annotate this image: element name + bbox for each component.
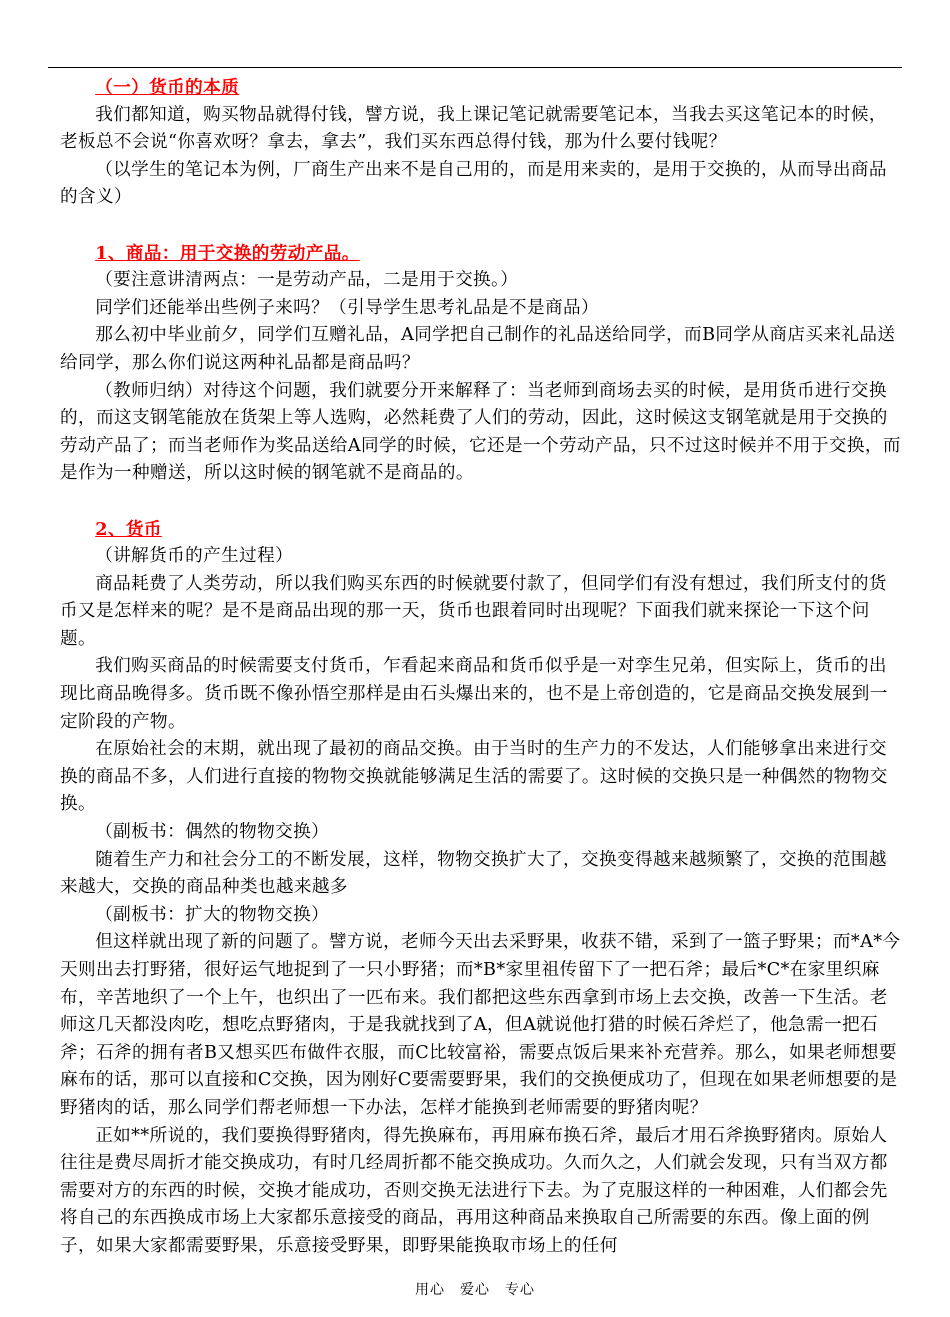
paragraph: 在原始社会的末期，就出现了最初的商品交换。由于当时的生产力的不发达，人们能够拿出来进行交换的商品不多，人们进行直接的物物交换就能够满足生活的需要了。这时候的交换只是一种偶然的物物交换。 [60,739,888,815]
paragraph: 但这样就出现了新的问题了。譬方说，老师今天出去采野果，收获不错，采到了一篮子野果；而*A*今天则出去打野猪，很好运气地捉到了一只小野猪；而*B*家里祖传留下了一把石斧；最后*C*在家里织麻布，辛苦地织了一个上午，也织出了一匹布来。我们都把这些东西拿到市场上去交换，改善一下生活。老师这几天都没肉吃，想吃点野猪肉，于是我就找到了A，但A就说他打猎的时候石斧烂了，他急需一把石斧；石斧的拥有者B又想买匹布做件衣服，而C比较富裕，需要点饭后果来补充营养。那么，如果老师想要麻布的话，那可以直接和C交换，因为刚好C要需要野果，我们的交换便成功了，但现在如果老师想要的是野猪肉的话，那么同学们帮老师想一下办法，怎样才能换到老师需要的野猪肉呢？ [60,932,901,1118]
paragraph: 随着生产力和社会分工的不断发展，这样，物物交换扩大了，交换变得越来越频繁了，交换的范围越来越大，交换的商品种类也越来越多 [60,849,887,898]
spacer [60,488,902,516]
section-heading-money-essence: （一）货币的本质 [95,77,240,98]
page-footer: 用心 爱心 专心 [415,1282,535,1298]
spacer [60,212,902,240]
header-rule [48,67,902,68]
paragraph: （讲解货币的产生过程） [95,546,294,567]
paragraph: 我们都知道，购买物品就得付钱，譬方说，我上课记笔记就需要笔记本，当我去买这笔记本的时候，老板总不会说“你喜欢呀？拿去，拿去”，我们买东西总得付钱，那为什么要付钱呢？ [60,104,887,153]
paragraph: 商品耗费了人类劳动，所以我们购买东西的时候就要付款了，但同学们有没有想过，我们所支付的货币又是怎样来的呢？是不是商品出现的那一天，货币也跟着同时出现呢？下面我们就来探论一下这个问题。 [60,573,887,649]
paragraph: 那么初中毕业前夕，同学们互赠礼品，A同学把自己制作的礼品送给同学，而B同学从商店买来礼品送给同学，那么你们说这两种礼品都是商品吗？ [60,325,896,373]
paragraph: （要注意讲清两点：一是劳动产品，二是用于交换。） [95,270,519,291]
paragraph: （副板书：扩大的物物交换） [95,904,330,925]
paragraph: 我们购买商品的时候需要支付货币，乍看起来商品和货币似乎是一对孪生兄弟，但实际上，货币的出现比商品晚得多。货币既不像孙悟空那样是由石头爆出来的，也不是上帝创造的，它是商品交换发展到一定阶段的产物。 [60,656,888,732]
paragraph: （以学生的笔记本为例，厂商生产出来不是自己用的，而是用来卖的，是用于交换的，从而导出商品的含义） [60,159,887,208]
paragraph: 正如**所说的，我们要换得野猪肉，得先换麻布，再用麻布换石斧，最后才用石斧换野猪肉。原始人往往是费尽周折才能交换成功，有时几经周折都不能交换成功。久而久之，人们就会发现，只有当双方都需要对方的东西的时候，交换才能成功，否则交换无法进行下去。为了克服这样的一种困难，人们都会先将自己的东西换成市场上大家都乐意接受的商品，再用这种商品来换取自己所需要的东西。像上面的例子，如果大家都需要野果，乐意接受野果，即野果能换取市场上的任何 [60,1125,888,1256]
section-heading-commodity: 1、商品：用于交换的劳动产品。 [95,242,360,264]
paragraph: 同学们还能举出些例子来吗？（引导学生思考礼品是不是商品） [95,297,600,318]
paragraph: （副板书：偶然的物物交换） [95,822,330,843]
section-heading-currency: 2、货币 [95,518,162,540]
paragraph: （教师归纳）对待这个问题，我们就要分开来解释了：当老师到商场去买的时候，是用货币进行交换的，而这支钢笔能放在货架上等人选购，必然耗费了人们的劳动，因此，这时候这支钢笔就是用于交换的劳动产品了；而当老师作为奖品送给A同学的时候，它还是一个劳动产品，只不过这时候并不用于交换，而是作为一种赠送，所以这时候的钢笔就不是商品的。 [60,380,901,484]
document-body [60,74,902,1261]
